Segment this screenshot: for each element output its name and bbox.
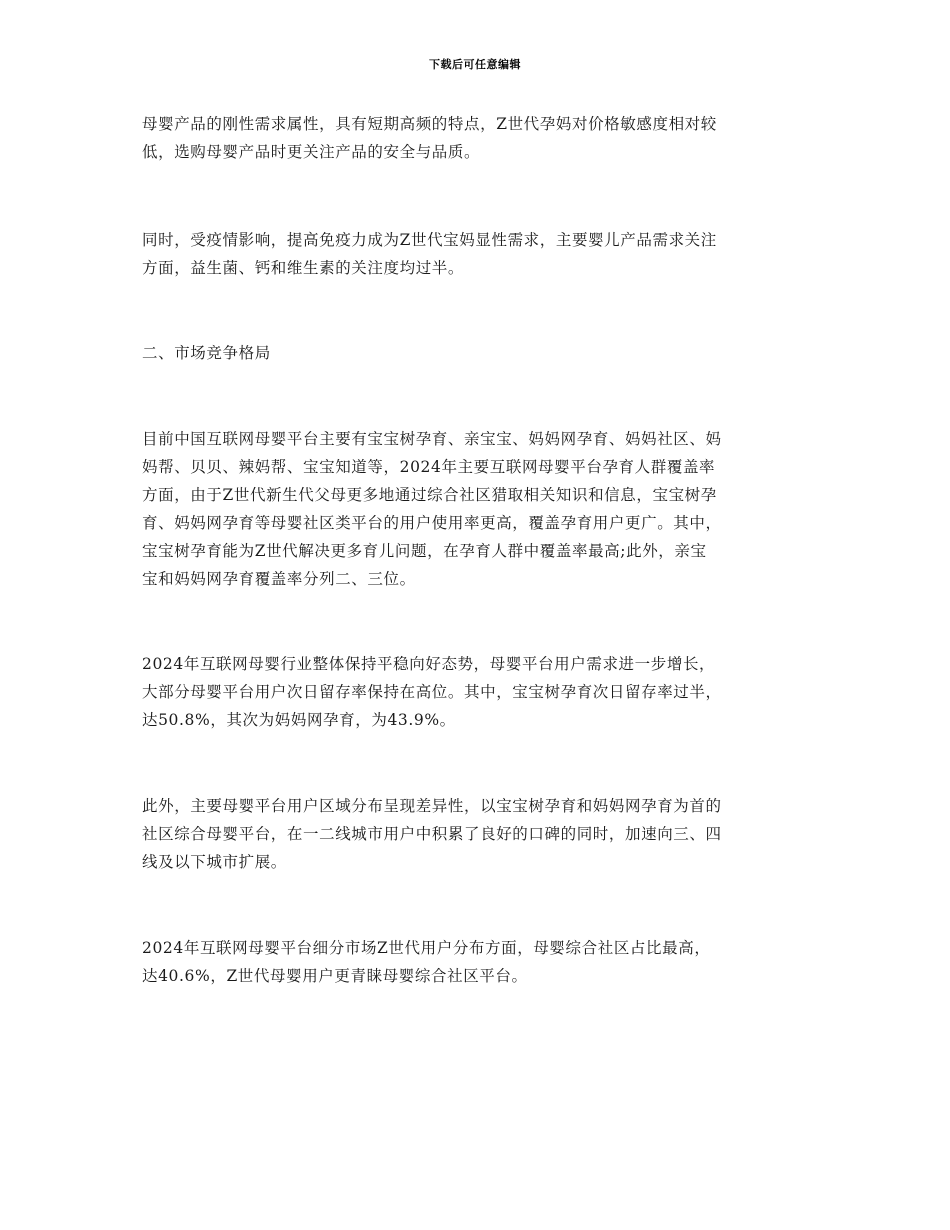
text-line: 2024年互联网母婴平台细分市场Z世代用户分布方面，母婴综合社区占比最高， [142, 939, 711, 957]
text-line: 同时，受疫情影响，提高免疫力成为Z世代宝妈显性需求，主要婴儿产品需求关注 [142, 231, 717, 249]
page-header: 下载后可任意编辑 [429, 58, 521, 71]
section-heading: 二、市场竞争格局 [142, 344, 271, 362]
text-line: 母婴产品的刚性需求属性，具有短期高频的特点，Z世代孕妈对价格敏感度相对较 [142, 115, 717, 133]
text-line: 达50.8%，其次为妈妈网孕育，为43.9%。 [142, 711, 456, 729]
text-line: 育、妈妈网孕育等母婴社区类平台的用户使用率更高，覆盖孕育用户更广。其中， [142, 514, 722, 532]
text-line: 达40.6%，Z世代母婴用户更青睐母婴综合社区平台。 [142, 967, 528, 985]
paragraph-regional-distribution [142, 792, 812, 876]
paragraph-segment-share [142, 934, 812, 990]
paragraph-rigid-demand [142, 110, 812, 166]
text-line: 方面，由于Z世代新生代父母更多地通过综合社区猎取相关知识和信息，宝宝树孕 [142, 486, 717, 504]
text-line: 2024年互联网母婴行业整体保持平稳向好态势，母婴平台用户需求进一步增长， [142, 655, 716, 673]
text-line: 宝和妈妈网孕育覆盖率分列二、三位。 [142, 570, 416, 588]
paragraph-retention-rate [142, 650, 812, 734]
text-line: 社区综合母婴平台，在一二线城市用户中积累了良好的口碑的同时，加速向三、四 [142, 825, 722, 843]
text-line: 宝宝树孕育能为Z世代解决更多育儿问题，在孕育人群中覆盖率最高;此外，亲宝 [142, 542, 707, 560]
text-line: 大部分母婴平台用户次日留存率保持在高位。其中，宝宝树孕育次日留存率过半， [142, 683, 722, 701]
paragraph-immunity-demand [142, 226, 812, 282]
text-line: 线及以下城市扩展。 [142, 853, 287, 871]
text-line: 方面，益生菌、钙和维生素的关注度均过半。 [142, 259, 465, 277]
paragraph-platform-overview [142, 425, 812, 593]
text-line: 目前中国互联网母婴平台主要有宝宝树孕育、亲宝宝、妈妈网孕育、妈妈社区、妈 [142, 430, 722, 448]
text-line: 此外，主要母婴平台用户区域分布呈现差异性，以宝宝树孕育和妈妈网孕育为首的 [142, 797, 722, 815]
text-line: 低，选购母婴产品时更关注产品的安全与品质。 [142, 143, 481, 161]
text-line: 妈帮、贝贝、辣妈帮、宝宝知道等，2024年主要互联网母婴平台孕育人群覆盖率 [142, 458, 716, 476]
